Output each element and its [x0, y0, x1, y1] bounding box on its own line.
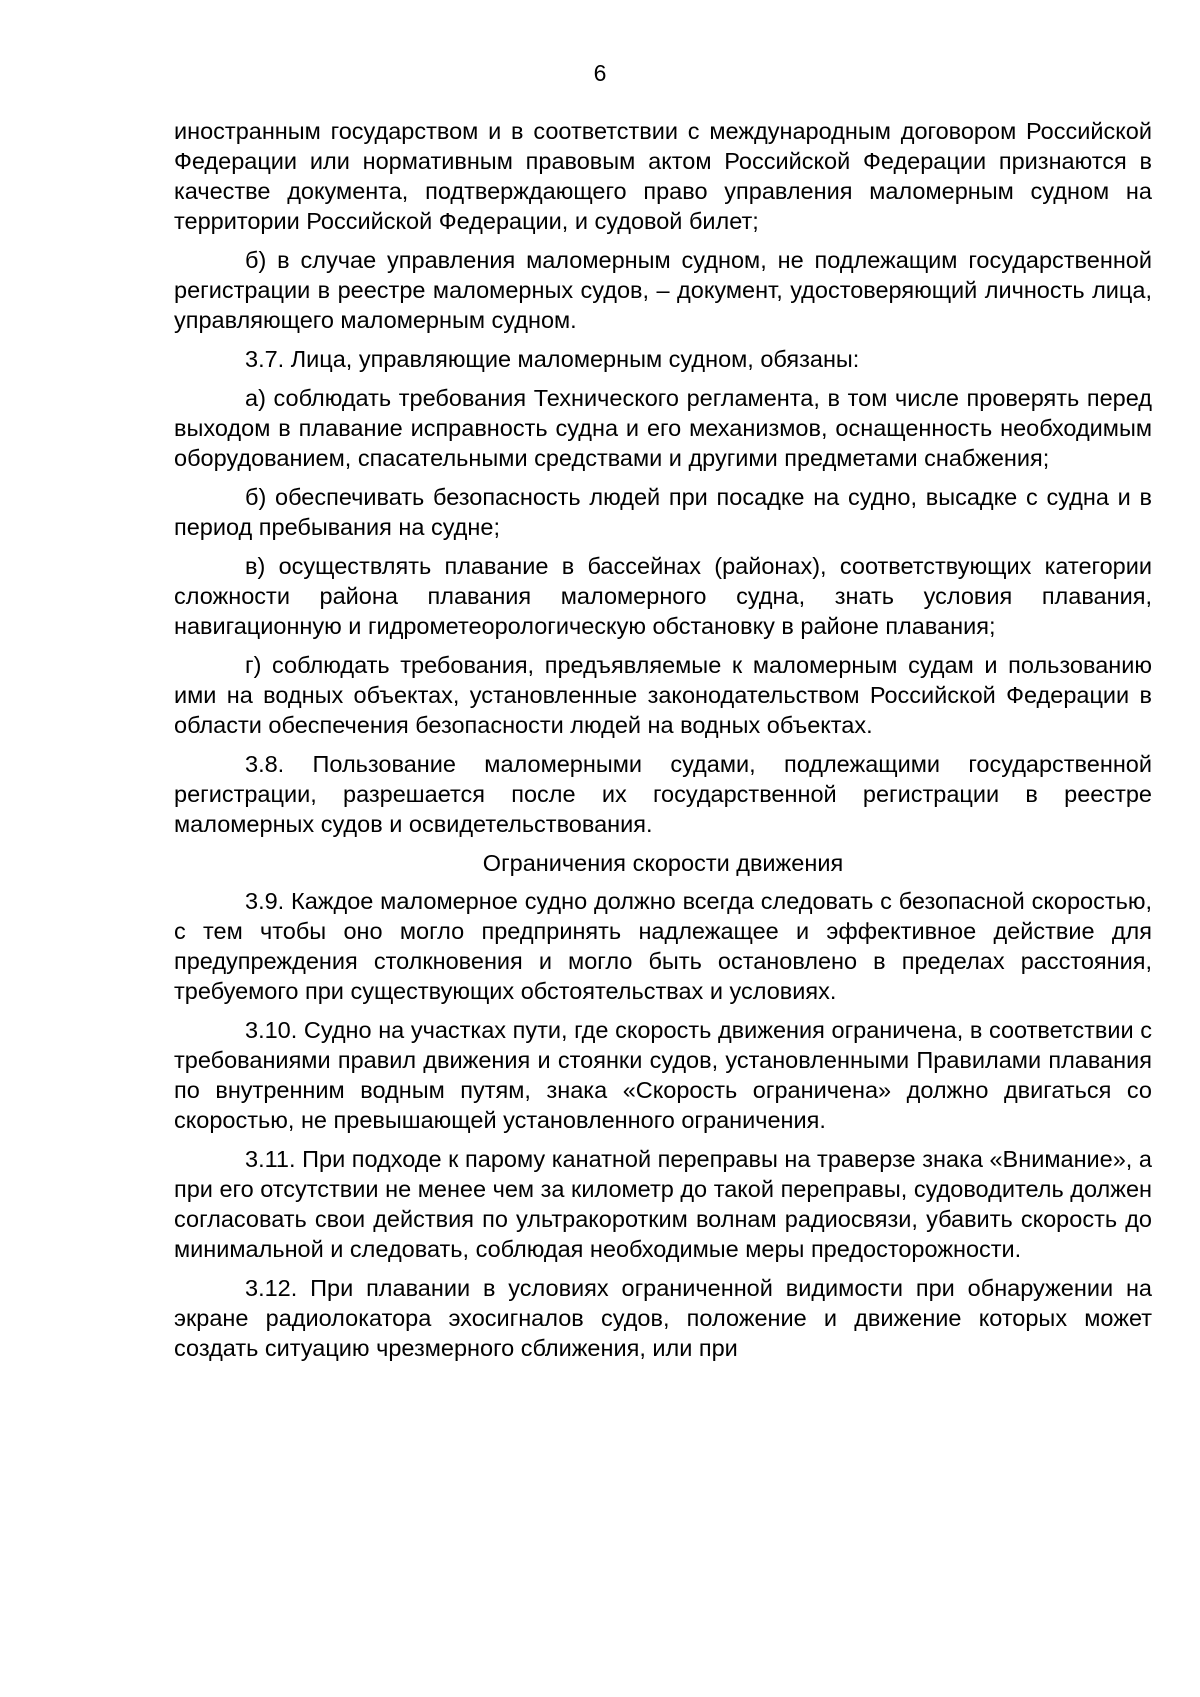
paragraph-3-7-a: а) соблюдать требования Технического регламента, в том числе проверять перед выходом в плавание исправность судна и его механизмов, оснащенность необходимым оборудованием, спасательными средствами и другими предметами снабжения;: [174, 385, 1152, 471]
paragraph-continuation: иностранным государством и в соответствии с международным договором Российской Федерации или нормативным правовым актом Российской Федерации признаются в качестве документа, подтверждающего право управления маломерным судном на территории Российской Федерации, и судовой билет;: [174, 118, 1152, 234]
paragraph-3-7-g: г) соблюдать требования, предъявляемые к маломерным судам и пользованию ими на водных объектах, установленные законодательством Российской Федерации в области обеспечения безопасности людей на водных объектах.: [174, 652, 1152, 738]
paragraph-3-9: 3.9. Каждое маломерное судно должно всегда следовать с безопасной скоростью, с тем чтобы оно могло предпринять надлежащее и эффективное действие для предупреждения столкновения и могло быть остановлено в пределах расстояния, требуемого при существующих обстоятельствах и условиях.: [174, 888, 1152, 1004]
section-heading: Ограничения скорости движения: [482, 850, 844, 876]
document-body: [174, 116, 1152, 1372]
paragraph-3-10: 3.10. Судно на участках пути, где скорость движения ограничена, в соответствии с требованиями правил движения и стоянки судов, установленными Правилами плавания по внутренним водным путям, знака «Скорость ограничена» должно двигаться со скоростью, не превышающей установленного ограничения.: [174, 1017, 1152, 1133]
page-number: 6: [593, 60, 607, 86]
paragraph-3-7: 3.7. Лица, управляющие маломерным судном, обязаны:: [245, 346, 860, 372]
paragraph-3-7-b: б) обеспечивать безопасность людей при посадке на судно, высадке с судна и в период пребывания на судне;: [174, 484, 1152, 540]
paragraph-3-8: 3.8. Пользование маломерными судами, подлежащими государственной регистрации, разрешается после их государственной регистрации в реестре маломерных судов и освидетельствования.: [174, 751, 1152, 837]
paragraph-3-11: 3.11. При подходе к парому канатной переправы на траверзе знака «Внимание», а при его отсутствии не менее чем за километр до такой переправы, судоводитель должен согласовать свои действия по ультракоротким волнам радиосвязи, убавить скорость до минимальной и следовать, соблюдая необходимые меры предосторожности.: [174, 1146, 1152, 1262]
paragraph-3-12: 3.12. При плавании в условиях ограниченной видимости при обнаружении на экране радиолокатора эхосигналов судов, положение и движение которых может создать ситуацию чрезмерного сближения, или при: [174, 1275, 1152, 1361]
paragraph-3-7-v: в) осуществлять плавание в бассейнах (районах), соответствующих категории сложности района плавания маломерного судна, знать условия плавания, навигационную и гидрометеорологическую обстановку в районе плавания;: [174, 553, 1152, 639]
paragraph-3-6-b: б) в случае управления маломерным судном, не подлежащим государственной регистрации в реестре маломерных судов, – документ, удостоверяющий личность лица, управляющего маломерным судном.: [174, 247, 1152, 333]
